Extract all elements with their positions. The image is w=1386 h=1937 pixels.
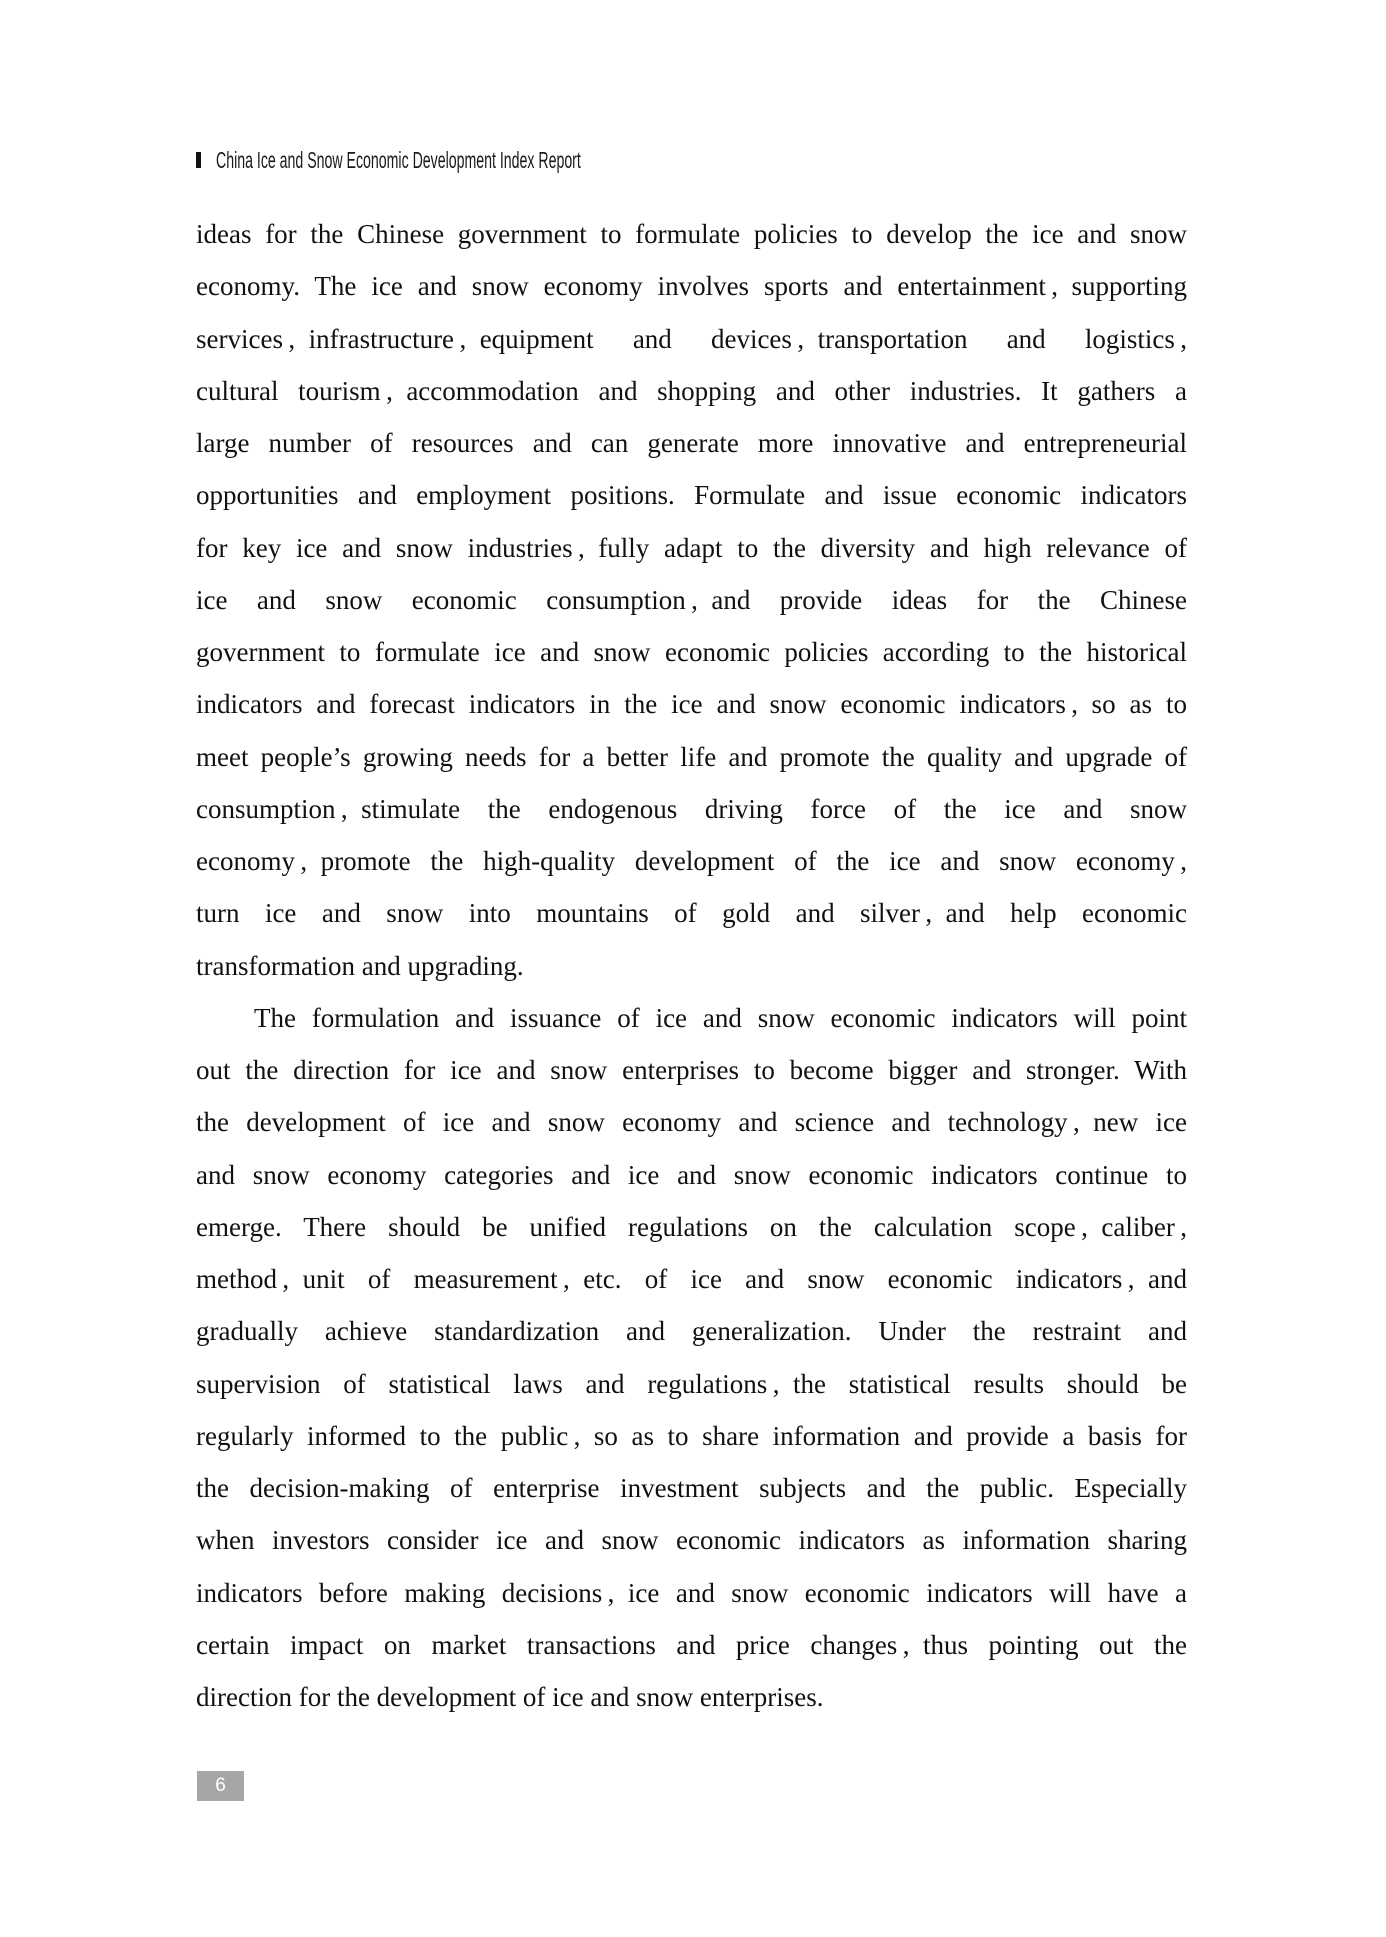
running-header-title: China Ice and Snow Economic Development Index Report <box>216 146 581 173</box>
body-text <box>196 216 1187 1731</box>
text-line: supervision of statistical laws and regulations , the statistical results should be <box>196 1368 1187 1399</box>
text-line: method , unit of measurement , etc. of ice and snow economic indicators , and <box>196 1264 1187 1294</box>
text-line: economy. The ice and snow economy involves sports and entertainment , supporting <box>196 271 1187 302</box>
text-line: turn ice and snow into mountains of gold and silver , and help economic <box>196 898 1187 929</box>
page-number: 6 <box>197 1771 244 1801</box>
text-line: emerge. There should be unified regulations on the calculation scope , caliber , <box>196 1211 1187 1242</box>
text-line: meet people’s growing needs for a better life and promote the quality and upgrade of <box>196 741 1187 772</box>
text-line: economy , promote the high-quality development of the ice and snow economy , <box>196 846 1187 876</box>
text-line: ideas for the Chinese government to formulate policies to develop the ice and snow <box>196 219 1187 249</box>
text-line: transformation and upgrading. <box>196 950 524 981</box>
text-line: government to formulate ice and snow economic policies according to the historical <box>196 637 1187 667</box>
text-line: cultural tourism , accommodation and shopping and other industries. It gathers a <box>196 375 1187 406</box>
paragraph-2 <box>196 1000 1187 1732</box>
text-line: and snow economy categories and ice and snow economic indicators continue to <box>196 1159 1187 1190</box>
text-line: consumption , stimulate the endogenous driving force of the ice and snow <box>196 793 1187 824</box>
text-line: indicators before making decisions , ice and snow economic indicators will have a <box>196 1577 1187 1608</box>
text-line: services , infrastructure , equipment and devices , transportation and logistics , <box>196 323 1187 354</box>
text-line: for key ice and snow industries , fully adapt to the diversity and high relevance of <box>196 532 1187 563</box>
text-line: the decision-making of enterprise investment subjects and the public. Especially <box>196 1473 1187 1503</box>
paragraph-1 <box>196 216 1187 1000</box>
running-header <box>196 147 809 173</box>
text-line: gradually achieve standardization and generalization. Under the restraint and <box>196 1316 1187 1347</box>
text-line: opportunities and employment positions. Formulate and issue economic indicators <box>196 480 1187 511</box>
text-line: direction for the development of ice and snow enterprises. <box>196 1682 824 1712</box>
text-line: the development of ice and snow economy and science and technology , new ice <box>196 1107 1187 1138</box>
text-line: ice and snow economic consumption , and provide ideas for the Chinese <box>196 584 1187 615</box>
text-line: certain impact on market transactions and price changes , thus pointing out the <box>196 1629 1187 1660</box>
text-line: regularly informed to the public , so as to share information and provide a basis for <box>196 1420 1187 1451</box>
text-line: when investors consider ice and snow economic indicators as information sharing <box>196 1525 1187 1556</box>
header-marker-bar <box>196 152 201 168</box>
text-line: The formulation and issuance of ice and snow economic indicators will point <box>254 1002 1187 1033</box>
text-line: indicators and forecast indicators in the ice and snow economic indicators , so as to <box>196 689 1187 720</box>
text-line: out the direction for ice and snow enterprises to become bigger and stronger. With <box>196 1055 1187 1085</box>
text-line: large number of resources and can generate more innovative and entrepreneurial <box>196 428 1187 458</box>
